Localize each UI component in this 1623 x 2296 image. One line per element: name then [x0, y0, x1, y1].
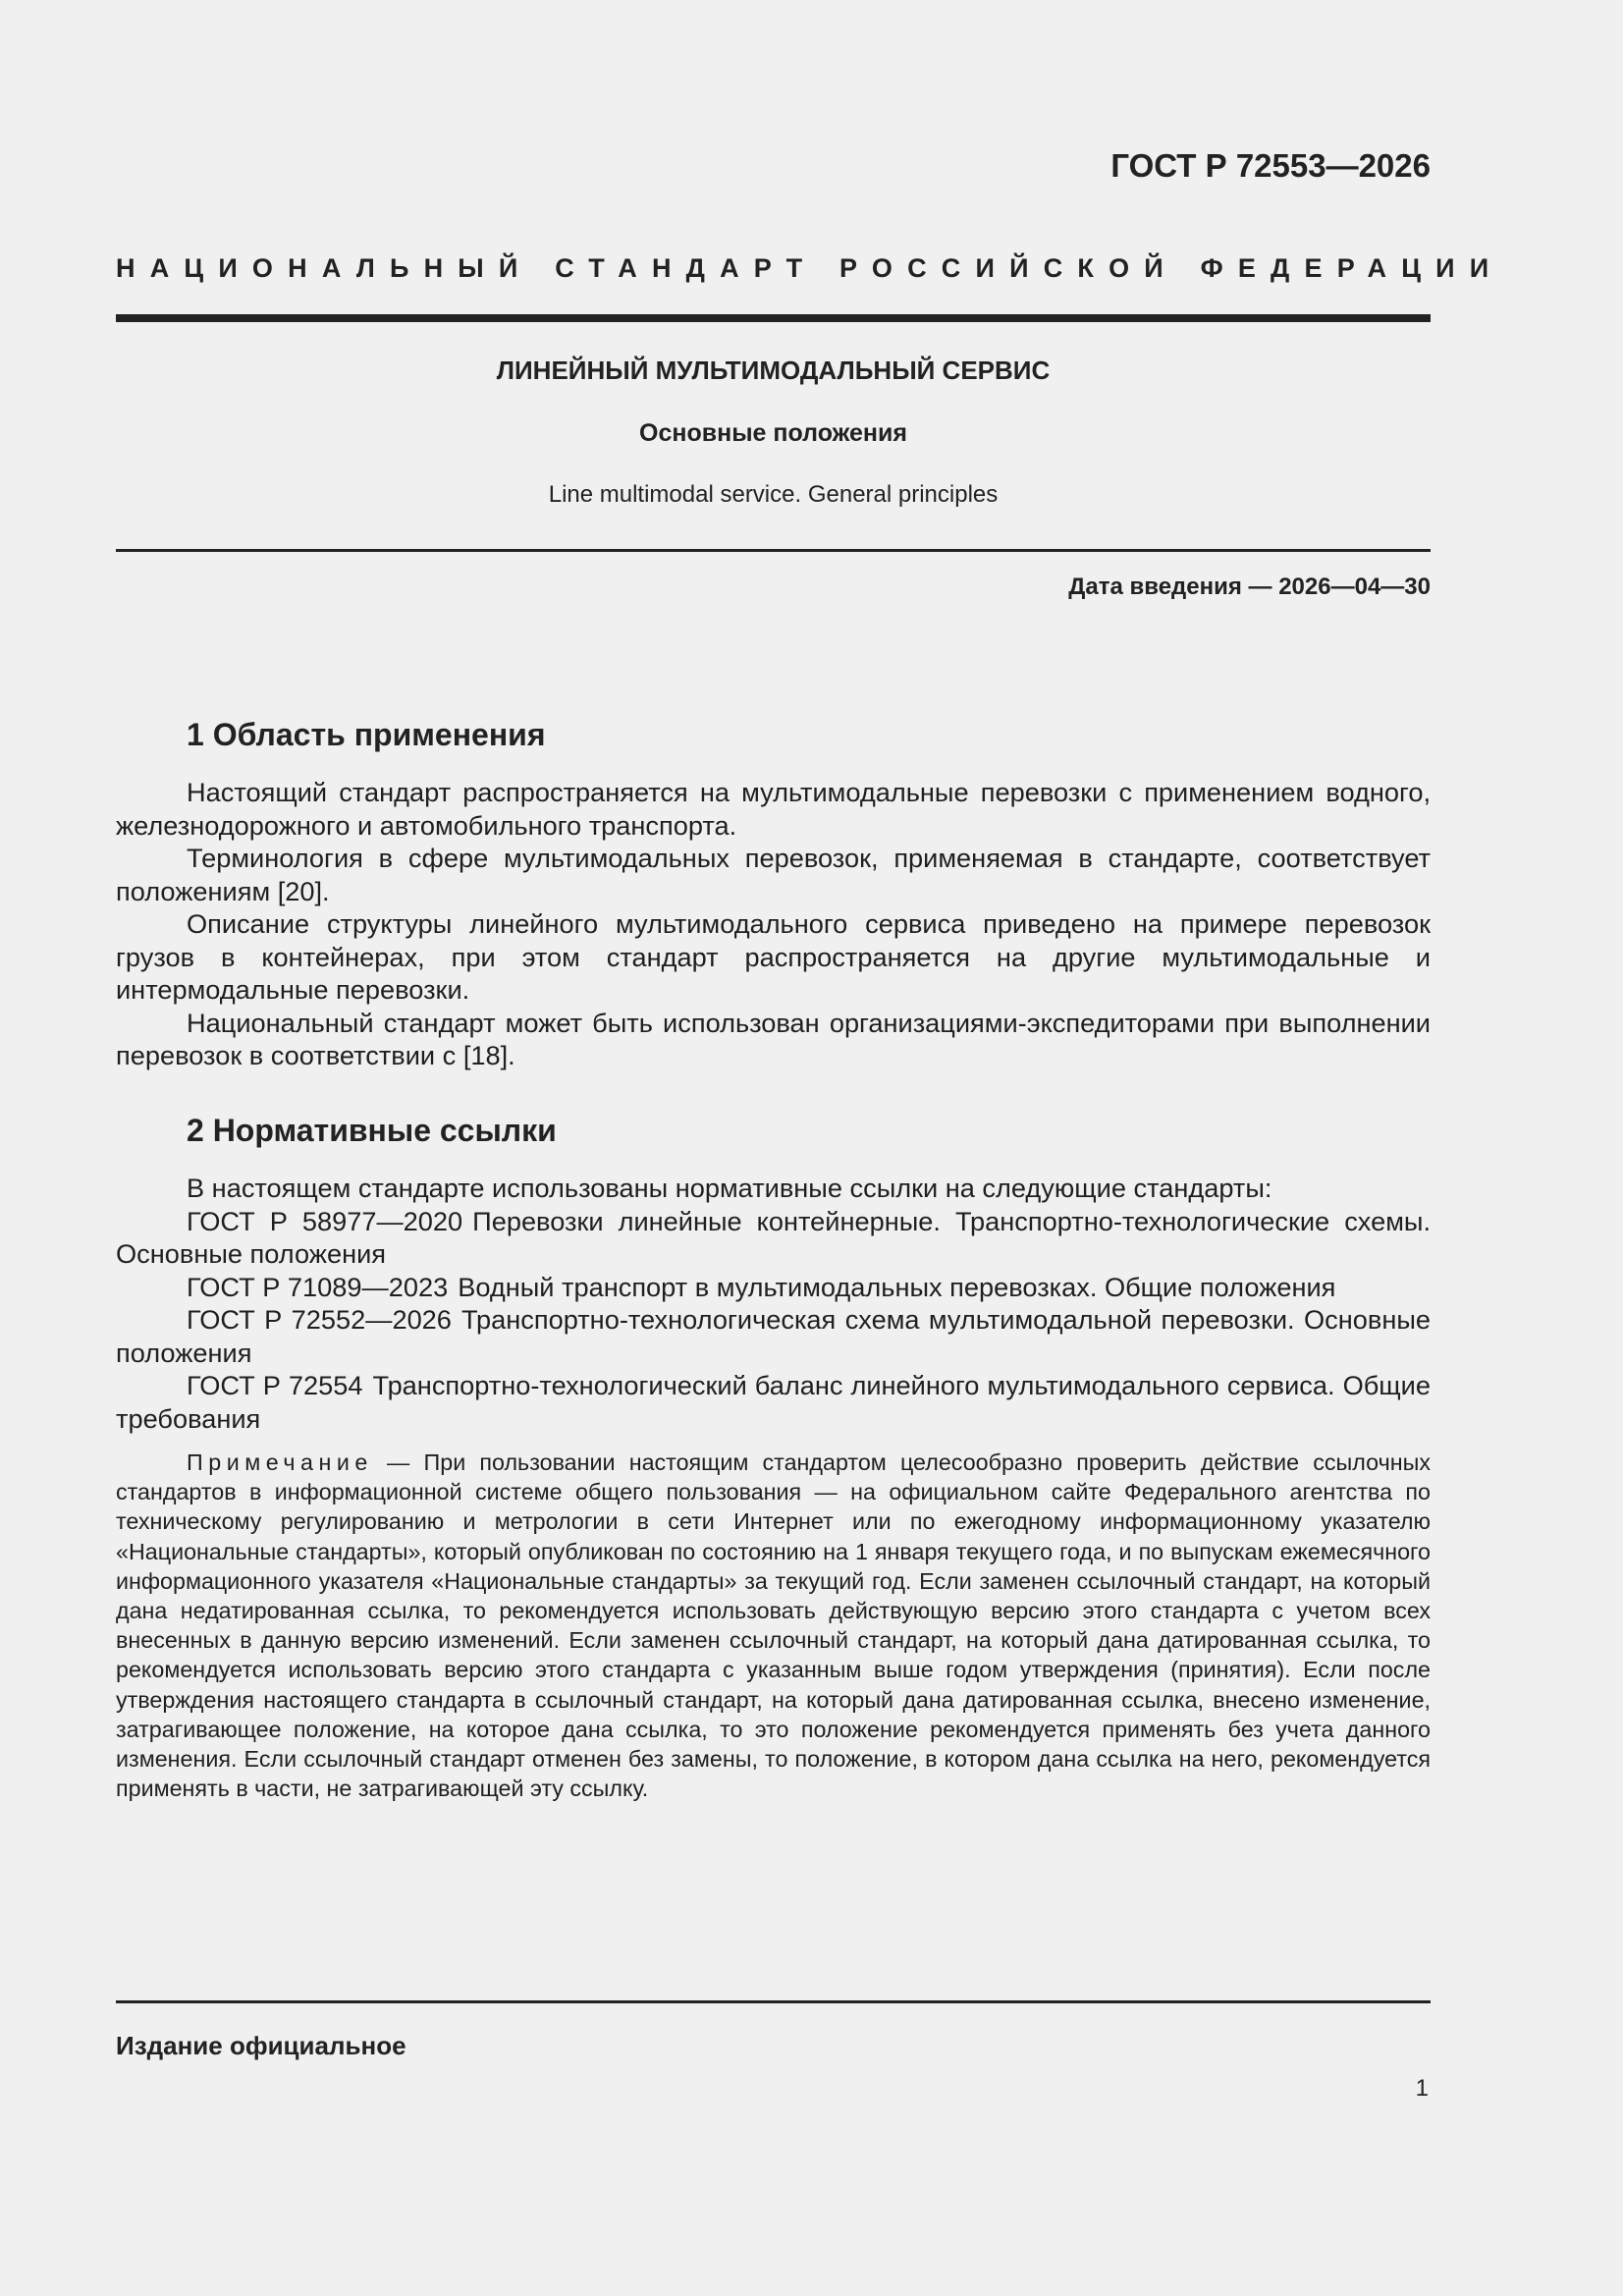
- reference-title: Перевозки линейные контейнерные. Транспортно-технологические схемы. Основные положения: [116, 1205, 1431, 1269]
- document-title: ЛИНЕЙНЫЙ МУЛЬТИМОДАЛЬНЫЙ СЕРВИС: [496, 355, 1051, 385]
- reference-title: Водный транспорт в мультимодальных перевозках. Общие положения: [458, 1271, 1336, 1302]
- national-standard-banner: НАЦИОНАЛЬНЫЙ СТАНДАРТ РОССИЙСКОЙ ФЕДЕРАЦИИ: [116, 253, 1504, 283]
- document-subtitle: Основные положения: [639, 419, 907, 447]
- paragraph: Национальный стандарт может быть использован организациями-экспедиторами при выполнении перевозок в соответствии с [18].: [116, 1007, 1431, 1070]
- note-text: — При пользовании настоящим стандартом целесообразно проверить действие ссылочных стандартов в информационной системе общего пользования — на официальном сайте Федерального агентства по техническому регулированию и метрологии в сети Интернет или по ежегодному информационному указателю «Национальные стандарты», который опубликован по состоянию на 1 января текущего года, и по выпускам ежемесячного информационного указателя «Национальные стандарты» за текущий год. Если заменен ссылочный стандарт, на который дана недатированная ссылка, то рекомендуется использовать действующую версию этого стандарта с учетом всех внесенных в данную версию изменений. Если заменен ссылочный стандарт, на который дана датированная ссылка, то рекомендуется использовать версию этого стандарта с указанным выше годом утверждения (принятия). Если после утверждения настоящего стандарта в ссылочный стандарт, на который дана датированная ссылка, внесено изменение, затрагивающее положение, на которое дана ссылка, то это положение рекомендуется применять без учета данного изменения. Если ссылочный стандарт отменен без замены, то положение, в котором дана ссылка на него, рекомендуется применять в части, не затрагивающей эту ссылку.: [116, 1449, 1431, 1802]
- reference-code: ГОСТ Р 58977—2020: [187, 1205, 463, 1236]
- reference-code: ГОСТ Р 71089—2023: [187, 1271, 449, 1302]
- document-english-title: Line multimodal service. General principles: [548, 481, 999, 508]
- reference-code: ГОСТ Р 72554: [187, 1370, 363, 1400]
- reference-item: [116, 1303, 1431, 1369]
- section-normative-references: [116, 1113, 1431, 1803]
- reference-title: Транспортно-технологический баланс линейного мультимодального сервиса. Общие требования: [116, 1370, 1431, 1434]
- section-scope: [116, 717, 1431, 1072]
- introduction-date: Дата введения — 2026—04—30: [1068, 574, 1431, 600]
- thin-divider-top: [116, 549, 1431, 552]
- paragraph: Настоящий стандарт распространяется на мультимодальные перевозки с применением водного, железнодорожного и автомобильного транспорта.: [116, 777, 1431, 841]
- paragraph: Описание структуры линейного мультимодального сервиса приведено на примере перевозок грузов в контейнерах, при этом стандарт распространяется на другие мультимодальные и интермодальные перевозки.: [116, 908, 1431, 1005]
- paragraph: В настоящем стандарте использованы нормативные ссылки на следующие стандарты:: [187, 1173, 1272, 1203]
- reference-item: [116, 1205, 1431, 1271]
- paragraph: Терминология в сфере мультимодальных перевозок, применяемая в стандарте, соответствует положениям [20].: [116, 843, 1431, 906]
- note: [116, 1448, 1431, 1803]
- note-label: Примечание: [187, 1449, 373, 1475]
- edition-label: Издание официальное: [116, 2031, 406, 2060]
- thick-divider: [116, 314, 1431, 322]
- reference-title: Транспортно-технологическая схема мультимодальной перевозки. Основные положения: [116, 1304, 1431, 1368]
- reference-code: ГОСТ Р 72552—2026: [187, 1304, 452, 1335]
- reference-item: [116, 1369, 1431, 1435]
- section-heading: 2 Нормативные ссылки: [187, 1113, 557, 1148]
- reference-item: [116, 1271, 1431, 1304]
- thin-divider-bottom: [116, 2000, 1431, 2003]
- section-heading: 1 Область применения: [187, 717, 546, 752]
- note-block: [116, 1448, 1431, 1803]
- gost-number: ГОСТ Р 72553—2026: [1110, 147, 1431, 184]
- page-number: 1: [1415, 2075, 1429, 2102]
